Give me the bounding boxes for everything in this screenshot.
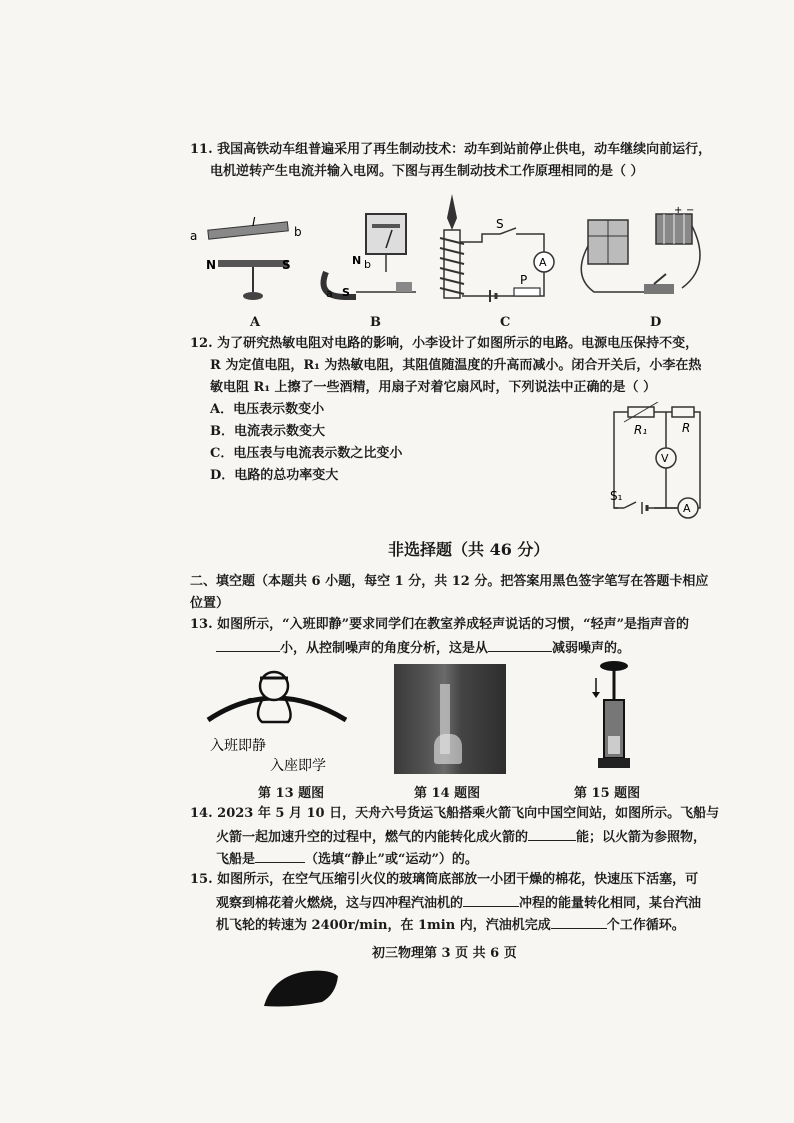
label-r1: R₁ (634, 423, 648, 437)
nail-tip (447, 194, 457, 230)
label-r: R (682, 421, 691, 435)
q11-figure-c (432, 192, 582, 304)
caption-14: 第 14 题图 (414, 786, 481, 801)
q15-line3-part-b: 个工作循环。 (606, 918, 685, 933)
q12-line1: 12. 为了研究热敏电阻对电路的影响，小李设计了如图所示的电路。电源电压保持不变， (190, 336, 699, 351)
section-title: 非选择题（共 46 分） (388, 540, 550, 559)
q12-circuit (600, 402, 710, 520)
q14-line2-part-a: 火箭一起加速升空的过程中，燃气的内能转化成火箭的 (216, 830, 529, 845)
option-d-label: D (650, 315, 662, 330)
q14-line2-part-b: 能；以火箭为参照物， (576, 830, 707, 845)
label-a: a (326, 287, 333, 300)
q15-line2-part-a: 观察到棉花着火燃烧，这与四冲程汽油机的 (216, 896, 464, 911)
label-minus: − (686, 206, 695, 216)
q14-line3-part-b: （选填“静止”或“运动”）的。 (305, 852, 478, 867)
q12-choice-d: D．电路的总功率变大 (210, 468, 339, 483)
q14-blank-1[interactable] (528, 826, 576, 841)
student-head (260, 672, 288, 700)
q11-figure-d (574, 206, 714, 306)
q15-blank-1[interactable] (463, 892, 519, 907)
caption-13: 第 13 题图 (258, 786, 325, 801)
label-switch-s: S (496, 217, 504, 231)
label-b: b (294, 225, 302, 239)
option-a-label: A (250, 315, 261, 330)
q11-line2: 电机逆转产生电流并输入电网。下图与再生制动技术工作原理相同的是（ ） (210, 164, 644, 179)
q15-line3 (216, 914, 685, 936)
label-a: a (190, 229, 198, 243)
q14-line3 (216, 848, 478, 870)
piston-handle (600, 661, 628, 671)
q15-blank-2[interactable] (551, 914, 607, 929)
figure-13 (204, 666, 354, 776)
q15-line1: 15. 如图所示，在空气压缩引火仪的玻璃筒底部放一小团干燥的棉花，快速压下活塞，可 (190, 872, 699, 887)
label-s1: S₁ (610, 489, 623, 503)
q14-blank-2[interactable] (255, 848, 305, 863)
option-b-label: B (370, 315, 381, 330)
q13-line2-part-b: 减弱噪声的。 (552, 641, 631, 656)
q12-choice-b: B．电流表示数变大 (210, 424, 325, 439)
part2-line1: 二、填空题（本题共 6 小题，每空 1 分，共 12 分。把答案用黑色签字笔写在答题卡相应 (190, 574, 709, 589)
label-n: N (206, 258, 217, 272)
label-current: I (252, 215, 256, 229)
caption-15: 第 15 题图 (574, 786, 641, 801)
sign-quiet: 入班即静 (210, 738, 266, 754)
label-p: P (520, 273, 528, 287)
bar-magnet (218, 260, 288, 267)
q12-choice-c: C．电压表与电流表示数之比变小 (210, 446, 403, 461)
q15-line3-part-a: 机飞轮的转速为 2400r/min，在 1min 内，汽油机完成 (216, 918, 551, 933)
part2-line2: 位置） (190, 596, 230, 611)
q13-blank-1[interactable] (216, 637, 280, 652)
ink-stain (262, 968, 342, 1008)
q14-line3-part-a: 飞船是 (216, 852, 256, 867)
q15-line2-part-b: 冲程的能量转化相同，某台汽油 (519, 896, 702, 911)
rheostat (514, 288, 540, 296)
q12-choice-a: A．电压表示数变小 (210, 402, 325, 417)
label-n: N (352, 254, 362, 267)
desk-arc (208, 698, 346, 720)
q12-line2: R 为定值电阻，R₁ 为热敏电阻，其阻值随温度的升高而减小。闭合开关后，小李在热 (210, 358, 702, 373)
page-footer: 初三物理第 3 页 共 6 页 (372, 946, 517, 961)
label-plus: + (674, 206, 683, 216)
option-c-label: C (500, 315, 511, 330)
metal-rod (208, 222, 289, 239)
label-b: b (364, 258, 371, 271)
q13-line2-part-a: 小，从控制噪声的角度分析，这是从 (280, 641, 489, 656)
q14-line1: 14. 2023 年 5 月 10 日，天舟六号货运飞船搭乘火箭飞向中国空间站，如图所示。飞船与 (190, 806, 720, 821)
q11-figure-a (188, 212, 303, 307)
q11-line1: 11. 我国高铁动车组普遍采用了再生制动技术：动车到站前停止供电，动车继续向前运行， (190, 142, 712, 157)
q13-blank-2[interactable] (488, 637, 552, 652)
q15-line2 (216, 892, 701, 914)
q11-figure-b (316, 212, 426, 307)
label-s: S (342, 286, 350, 299)
label-ammeter: A (539, 256, 547, 269)
label-s: S (282, 258, 291, 272)
base (598, 758, 630, 768)
q12-line3: 敏电阻 R₁ 上擦了一些酒精，用扇子对着它扇风时，下列说法中正确的是（ ） (210, 380, 657, 395)
label-voltmeter: V (661, 452, 669, 465)
figure-15 (574, 660, 654, 776)
resistor-r (672, 407, 694, 417)
figure-14-photo (394, 664, 506, 774)
q13-line2 (216, 637, 630, 659)
q13-line1: 13. 如图所示，“入班即静”要求同学们在教室养成轻声说话的习惯，“轻声”是指声音的 (190, 617, 690, 632)
switch (644, 284, 674, 294)
sign-study: 入座即学 (270, 758, 326, 774)
label-ammeter: A (683, 502, 691, 515)
q14-line2 (216, 826, 706, 848)
